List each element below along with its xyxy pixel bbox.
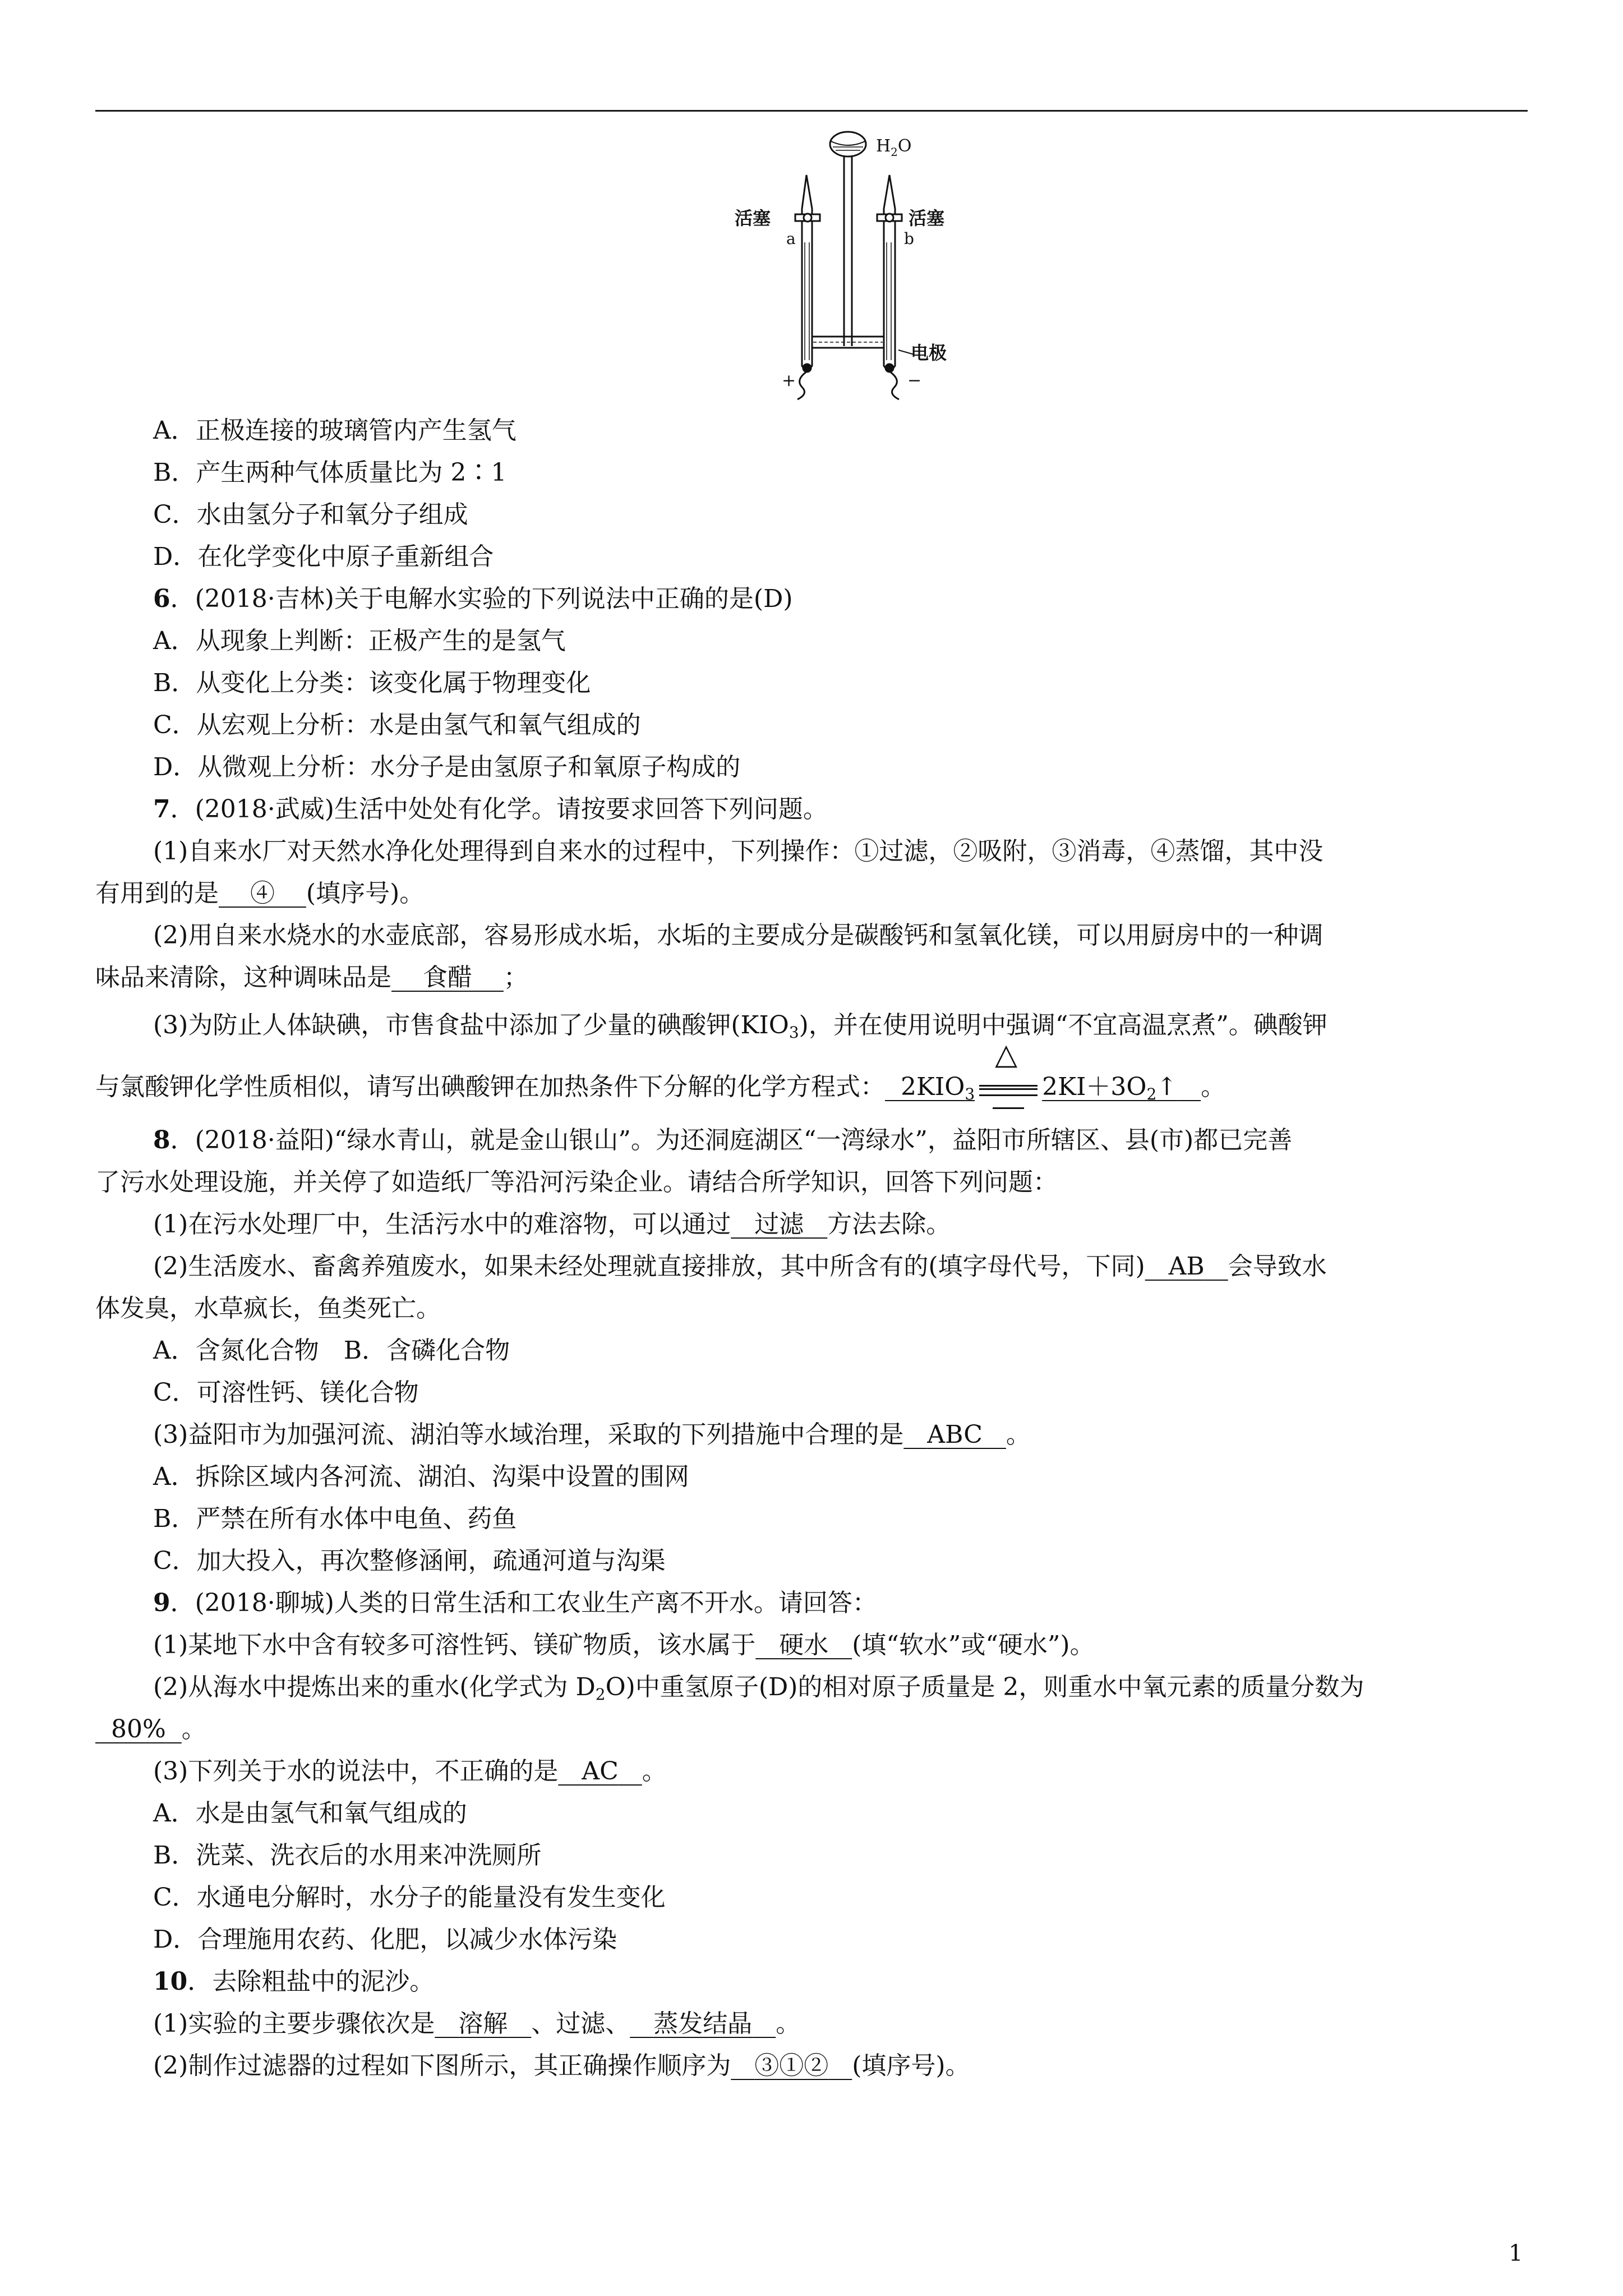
q8-stem-line2: 了污水处理设施，并关停了如造纸厂等沿河污染企业。请结合所学知识，回答下列问题： bbox=[95, 1168, 1058, 1197]
q7-part3-line1: (3)为防止人体缺碘，市售食盐中添加了少量的碘酸钾$(KIO_3)$，并在使用说明中强调“不宜高温烹煮”。碘酸钾 bbox=[153, 1011, 1327, 1042]
q8-part3-option-b: B．严禁在所有水体中电鱼、药鱼 bbox=[153, 1504, 517, 1533]
plus-sign: + bbox=[782, 371, 796, 390]
q8-number: 8 bbox=[153, 1126, 170, 1154]
q9-part1: (1)某地下水中含有较多可溶性钙、镁矿物质，该水属于 硬水 (填“软水”或“硬水”)。 bbox=[153, 1631, 1095, 1659]
q9-part3-option-d: D．合理施用农药、化肥，以减少水体污染 bbox=[153, 1925, 617, 1954]
q7-answer-2: 食醋 bbox=[422, 963, 472, 992]
q7-part1-line2: 有用到的是 ④ (填序号)。 bbox=[95, 879, 425, 908]
electrolysis-apparatus-figure bbox=[723, 125, 987, 405]
heat-triangle-icon: △ bbox=[995, 1038, 1018, 1071]
reservoir-bulb bbox=[830, 132, 866, 157]
q8-stem-line1: 8．(2018·益阳)“绿水青山，就是金山银山”。为还洞庭湖区“一湾绿水”，益阳市所辖区、县(市)都已完善 bbox=[153, 1126, 1293, 1154]
q9-answer-1: 硬水 bbox=[779, 1631, 829, 1659]
q7-part2-line2: 味品来清除，这种调味品是 食醋 ； bbox=[95, 963, 528, 992]
q8-part2-line2: 体发臭，水草疯长，鱼类死亡。 bbox=[95, 1294, 441, 1323]
minus-sign: − bbox=[907, 371, 922, 390]
q10-part2: (2)制作过滤器的过程如下图所示，其正确操作顺序为 ③①② (填序号)。 bbox=[153, 2051, 970, 2080]
valves bbox=[795, 214, 902, 222]
right-valve-label: 活塞 bbox=[909, 208, 945, 229]
q6-option-a: A．从现象上判断：正极产生的是氢气 bbox=[153, 627, 566, 655]
q10-answer-2: 蒸发结晶 bbox=[653, 2009, 753, 2038]
left-tube bbox=[802, 175, 812, 370]
q10-number: 10 bbox=[153, 1967, 188, 1996]
q9-part3-option-a: A．水是由氢气和氧气组成的 bbox=[153, 1799, 467, 1828]
heating-condition-sign bbox=[975, 1038, 1042, 1108]
q8-answer-3: ABC bbox=[927, 1420, 983, 1449]
q7-answer-1: ④ bbox=[250, 879, 275, 908]
q6-option-c: C．从宏观上分析：水是由氢气和氧气组成的 bbox=[153, 711, 641, 739]
q9-part3: (3)下列关于水的说法中，不正确的是 AC 。 bbox=[153, 1757, 667, 1786]
q5-option-a: A．正极连接的玻璃管内产生氢气 bbox=[153, 416, 517, 445]
q6-option-b: B．从变化上分类：该变化属于物理变化 bbox=[153, 669, 591, 697]
q7-equation-left: $2KIO_3$ bbox=[900, 1073, 975, 1103]
q10-part1: (1)实验的主要步骤依次是 溶解 、过滤、 蒸发结晶 。 bbox=[153, 2009, 801, 2038]
q7-number: 7 bbox=[153, 795, 170, 823]
q10-stem: 10．去除粗盐中的泥沙。 bbox=[153, 1967, 435, 1996]
header-rule bbox=[95, 110, 1528, 112]
q8-answer-2: AB bbox=[1168, 1252, 1205, 1281]
q10-answer-3: ③①② bbox=[754, 2051, 829, 2080]
q6-stem: 6．(2018·吉林)关于电解水实验的下列说法中正确的是(D) bbox=[153, 585, 793, 613]
q8-part3: (3)益阳市为加强河流、湖泊等水域治理，采取的下列措施中合理的是 ABC 。 bbox=[153, 1420, 1031, 1449]
q6-number: 6 bbox=[153, 585, 170, 613]
q10-answer-1: 溶解 bbox=[458, 2009, 508, 2038]
page-number: 1 bbox=[1509, 2240, 1523, 2266]
q8-part2-line1: (2)生活废水、畜禽养殖废水，如果未经处理就直接排放，其中所含有的(填字母代号，下同) AB 会导致水 bbox=[153, 1252, 1327, 1281]
q8-part2-option-c: C．可溶性钙、镁化合物 bbox=[153, 1378, 419, 1407]
q7-part2-line1: (2)用自来水烧水的水壶底部，容易形成水垢，水垢的主要成分是碳酸钙和氢氧化镁，可以用厨房中的一种调 bbox=[153, 921, 1324, 950]
q5-option-b: B．产生两种气体质量比为 2∶1 bbox=[153, 458, 507, 487]
q9-part3-option-c: C．水通电分解时，水分子的能量没有发生变化 bbox=[153, 1883, 666, 1912]
right-tube bbox=[884, 175, 895, 370]
label-b: b bbox=[904, 229, 914, 248]
q7-stem: 7．(2018·武威)生活中处处有化学。请按要求回答下列问题。 bbox=[153, 795, 828, 823]
q7-part1-line1: (1)自来水厂对天然水净化处理得到自来水的过程中，下列操作：①过滤，②吸附，③消毒，④蒸馏，其中没 bbox=[153, 837, 1324, 866]
q8-answer-1: 过滤 bbox=[754, 1210, 804, 1239]
q6-option-d: D．从微观上分析：水分子是由氢原子和氧原子构成的 bbox=[153, 753, 741, 781]
q9-part2-line1: (2)从海水中提炼出来的重水(化学式为 $D_2O$)中重氢原子(D)的相对原子质量是 2，则重水中氧元素的质量分数为 bbox=[153, 1673, 1364, 1704]
bottom-connector bbox=[812, 337, 884, 348]
q8-part3-option-a: A．拆除区域内各河流、湖泊、沟渠中设置的围网 bbox=[153, 1462, 689, 1491]
q5-option-c: C．水由氢分子和氧分子组成 bbox=[153, 500, 468, 529]
q9-stem: 9．(2018·聊城)人类的日常生活和工农业生产离不开水。请回答： bbox=[153, 1589, 877, 1617]
q8-part2-options-ab: A．含氮化合物 B．含磷化合物 bbox=[153, 1336, 510, 1365]
q9-part2-line2: 80% 。 bbox=[0, 1708, 1623, 1751]
q9-number: 9 bbox=[153, 1589, 170, 1617]
q9-answer-3: AC bbox=[582, 1757, 619, 1786]
q5-option-d: D．在化学变化中原子重新组合 bbox=[153, 542, 494, 571]
q8-part3-option-c: C．加大投入，再次整修涵闸，疏通河道与沟渠 bbox=[153, 1547, 666, 1575]
left-valve-label: 活塞 bbox=[735, 208, 771, 229]
electrode-wires bbox=[797, 364, 899, 399]
label-a: a bbox=[786, 229, 796, 248]
q7-part3-line2: 与氯酸钾化学性质相似，请写出碘酸钾在加热条件下分解的化学方程式： $2KIO_3$ △ $2KI+3O_2↑$ 。 bbox=[0, 1066, 1623, 1108]
electrode-label: 电极 bbox=[911, 342, 947, 364]
q9-answer-2: 80% bbox=[110, 1715, 166, 1743]
q9-part3-option-b: B．洗菜、洗衣后的水用来冲洗厕所 bbox=[153, 1841, 542, 1870]
q8-part1: (1)在污水处理厂中，生活污水中的难溶物，可以通过 过滤 方法去除。 bbox=[153, 1210, 951, 1239]
central-tube bbox=[844, 157, 852, 346]
q7-equation-right: $2KI+3O_2↑$ bbox=[1042, 1073, 1178, 1103]
h2o-label: $H_2O$ bbox=[876, 136, 912, 159]
